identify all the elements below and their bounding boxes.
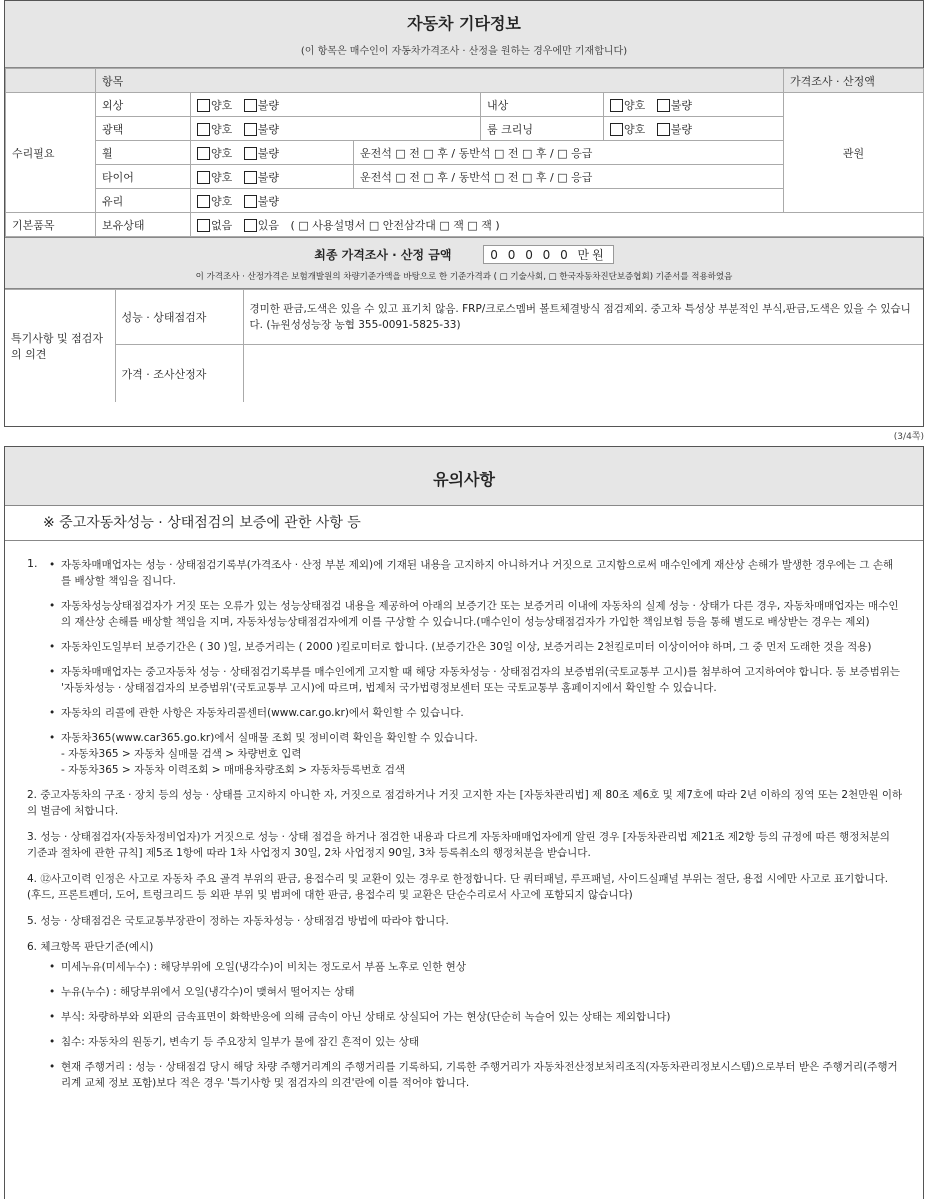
price-inspector-text (243, 345, 923, 403)
exterior-good-checkbox[interactable] (197, 99, 210, 112)
row-tools: 보유상태 (96, 213, 191, 237)
clean-good-checkbox[interactable] (610, 123, 623, 136)
row-gloss: 광택 (96, 117, 191, 141)
final-price-block (5, 237, 923, 289)
item-2: 2. 중고자동차의 구조 · 장치 등의 성능 · 상태를 고지하지 아니한 자, 거짓으로 점검하거나 거짓 고지한 자는 [자동차관리법] 제 80조 제6호 및 제7호에 따라 2년 이하의 징역 또는 2천만원 이하의 벌금에 처합니다. (27, 789, 903, 817)
criteria-5: • 현재 주행거리 : 성능 · 상태점검 당시 해당 차량 주행거리계의 주행거리를 기록하되, 기록한 주행거리가 자동차전산정보처리조직(자동차관리정보시스템)으로부터 받은 주행거리(주행거리계 교체 정보 포함)보다 적은 경우 '특기사항 및 점검자의 의견'란에 이를 적어야 합니다. (47, 1059, 903, 1091)
section-title: 자동차 기타정보 (407, 14, 521, 33)
row-exterior: 외상 (96, 93, 191, 117)
wheel-detail: 운전석 □ 전 □ 후 / 동반석 □ 전 □ 후 / □ 응급 (354, 141, 784, 165)
gloss-bad-checkbox[interactable] (244, 123, 257, 136)
group-basic: 기본품목 (6, 213, 96, 237)
tools-none-checkbox[interactable] (197, 219, 210, 232)
criteria-3: • 부식: 차량하부와 외판의 금속표면이 화학반응에 의해 금속이 아닌 상태로 상실되어 가는 현상(단순히 녹슬어 있는 상태는 제외합니다) (47, 1009, 903, 1025)
criteria-2: • 누유(누수) : 해당부위에서 오일(냉각수)이 맺혀서 떨어지는 상태 (47, 984, 903, 1000)
final-price-note: 이 가격조사 · 산정가격은 보험개발원의 차량기준가액을 바탕으로 한 기준가격과 ( □ 기술사회, □ 한국자동차진단보증협회) 기준서를 적용하였음 (195, 272, 733, 282)
row-clean: 룸 크리닝 (481, 117, 604, 141)
row-interior: 내상 (481, 93, 604, 117)
row-glass: 유리 (96, 189, 191, 213)
perf-inspector-label: 성능 · 상태점검자 (115, 290, 243, 345)
section-subtitle: (이 항목은 매수인이 자동차가격조사 · 산정을 원하는 경우에만 기재합니다) (300, 46, 628, 57)
interior-bad-checkbox[interactable] (657, 99, 670, 112)
final-price-label: 최종 가격조사 · 산정 금액 (314, 248, 452, 262)
wheel-bad-checkbox[interactable] (244, 147, 257, 160)
item-3: 3. 성능 · 상태점검자(자동차정비업자)가 거짓으로 성능 · 상태 점검을 하거나 점검한 내용과 다르게 자동차매매업자에게 알린 경우 [자동차관리법 제21조 제2항 등의 규정에 따른 행정처분의 기준과 절차에 관한 규칙] 제5조 1항에 따라 1차 사업정지 30일, 2차 사업정지 90일, 3차 등록취소의 행정처분을 받습니다. (27, 831, 890, 859)
vehicle-info-section (4, 0, 924, 427)
notice-title: 유의사항 (433, 470, 495, 489)
page-number: (3/4쪽) (893, 432, 924, 442)
item-5: 5. 성능 · 상태점검은 국토교통부장관이 정하는 자동차성능 · 상태점검 방법에 따라야 합니다. (27, 915, 449, 927)
exterior-bad-checkbox[interactable] (244, 99, 257, 112)
item-1-number: 1. (27, 557, 38, 570)
opinion-label: 특기사항 및 점검자의 의견 (5, 290, 115, 403)
row-tire: 타이어 (96, 165, 191, 189)
item-6: 6. 체크항목 판단기준(예시) (27, 941, 154, 953)
item-1-bullet-6: • 자동차365(www.car365.go.kr)에서 실매물 조회 및 정비이력 확인을 확인할 수 있습니다. - 자동차365 > 자동차 실매물 검색 > 차량번호 입력 - 자동차365 > 자동차 이력조회 > 매매용차량조회 > 자동차등록번호 검색 (47, 730, 903, 778)
wheel-good-checkbox[interactable] (197, 147, 210, 160)
col-price-header: 가격조사 · 산정액 (784, 69, 924, 93)
vehicle-info-table: 항목 가격조사 · 산정액 수리필요 외상 양호 불량 내상 양호 불량 관원 광택 양호 불량 룸 크리닝 양호 불량 휠 양호 불량 운전석 □ 전 □ 후 / 동반석 □ 전 □ 후 / □ 응급 타이어 양호 불량 운전석 □ 전 □ 후 / 동반석 □ 전 □ 후 / □ 응급 유리 양호 불량 기본품목 보유상태 없음 있음 ( □ 사용설명서 □ 안전삼각대 □ 잭 □ 잭 ) (5, 68, 924, 237)
criteria-4: • 침수: 자동차의 원동기, 변속기 등 주요장치 일부가 물에 잠긴 흔적이 있는 상태 (47, 1034, 903, 1050)
tire-good-checkbox[interactable] (197, 171, 210, 184)
tire-bad-checkbox[interactable] (244, 171, 257, 184)
tools-some-checkbox[interactable] (244, 219, 257, 232)
final-price-value: 0 0 0 0 0 만원 (483, 245, 613, 264)
notice-body (5, 541, 923, 1091)
perf-inspector-text: 경미한 판금,도색은 있을 수 있고 표기치 않음. FRP/크로스멤버 볼트체결방식 점검제외. 중고차 특성상 부분적인 부식,판금,도색은 있을 수 있습니다. (뉴원성성능장 농협 355-0091-5825-33) (243, 290, 923, 345)
notice-header (5, 447, 923, 506)
item-1-bullet-3: • 자동차인도일부터 보증기간은 ( 30 )일, 보증거리는 ( 2000 )킬로미터로 합니다. (보증기간은 30일 이상, 보증거리는 2천킬로미터 이상이어야 하며, 그 중 먼저 도래한 것을 적용) (47, 639, 903, 655)
notice-heading: ※ 중고자동차성능 · 상태점검의 보증에 관한 사항 등 (5, 506, 923, 541)
gloss-good-checkbox[interactable] (197, 123, 210, 136)
opinion-table (5, 289, 923, 402)
item-1-bullet-2: • 자동차성능상태점검자가 거짓 또는 오류가 있는 성능상태점검 내용을 제공하여 아래의 보증기간 또는 보증거리 이내에 자동차의 실제 성능 · 상태가 다른 경우, 자동차매매업자는 매수인의 재산상 손해를 배상할 책임을 지며, 자동차성능상태점검자에게 이를 구상할 수 있습니다.(매수인이 성능상태점검자가 가입한 책임보험 등을 통해 별도로 배상받는 경우는 제외) (47, 598, 903, 630)
row-wheel: 휠 (96, 141, 191, 165)
notice-section (4, 446, 924, 1199)
price-value: 관원 (784, 93, 924, 213)
interior-good-checkbox[interactable] (610, 99, 623, 112)
section-header (5, 1, 923, 68)
price-inspector-label: 가격 · 조사산정자 (115, 345, 243, 403)
item-1-bullet-4: • 자동차매매업자는 중고자동차 성능 · 상태점검기록부를 매수인에게 고지할 때 해당 자동차성능 · 상태점검자의 보증범위(국토교통부 고시)를 첨부하여 고지하여야 합니다. 동 보증범위는 '자동차성능 · 상태점검자의 보증범위'(국토교통부 고시)에 따르며, 법제처 국가법령정보센터 또는 국토교통부 홈페이지에서 확인할 수 있습니다. (47, 664, 903, 696)
group-repair: 수리필요 (6, 93, 96, 213)
glass-bad-checkbox[interactable] (244, 195, 257, 208)
item-4: 4. ⑫사고이력 인정은 사고로 자동차 주요 골격 부위의 판금, 용접수리 및 교환이 있는 경우로 한정합니다. 단 쿼터패널, 루프패널, 사이드실패널 부위는 절단, 용접 시에만 사고로 표기합니다. (후드, 프론트펜더, 도어, 트렁크리드 등 외판 부위 및 범퍼에 대한 판금, 용접수리 및 교환은 단순수리로서 사고에 포함되지 않습니다) (27, 873, 889, 901)
item-1-bullet-5: • 자동차의 리콜에 관한 사항은 자동차리콜센터(www.car.go.kr)에서 확인할 수 있습니다. (47, 705, 903, 721)
item-1-bullet-1: • 자동차매매업자는 성능 · 상태점검기록부(가격조사 · 산정 부분 제외)에 기재된 내용을 고지하지 아니하거나 거짓으로 고지함으로써 매수인에게 재산상 손해가 발생한 경우에는 그 손해를 배상할 책임을 집니다. (47, 557, 903, 589)
glass-good-checkbox[interactable] (197, 195, 210, 208)
tools-detail: ( □ 사용설명서 □ 안전삼각대 □ 잭 □ 잭 ) (290, 218, 500, 232)
criteria-1: • 미세누유(미세누수) : 해당부위에 오일(냉각수)이 비치는 정도로서 부품 노후로 인한 현상 (47, 959, 903, 975)
clean-bad-checkbox[interactable] (657, 123, 670, 136)
tire-detail: 운전석 □ 전 □ 후 / 동반석 □ 전 □ 후 / □ 응급 (354, 165, 784, 189)
col-item-header: 항목 (96, 69, 784, 93)
